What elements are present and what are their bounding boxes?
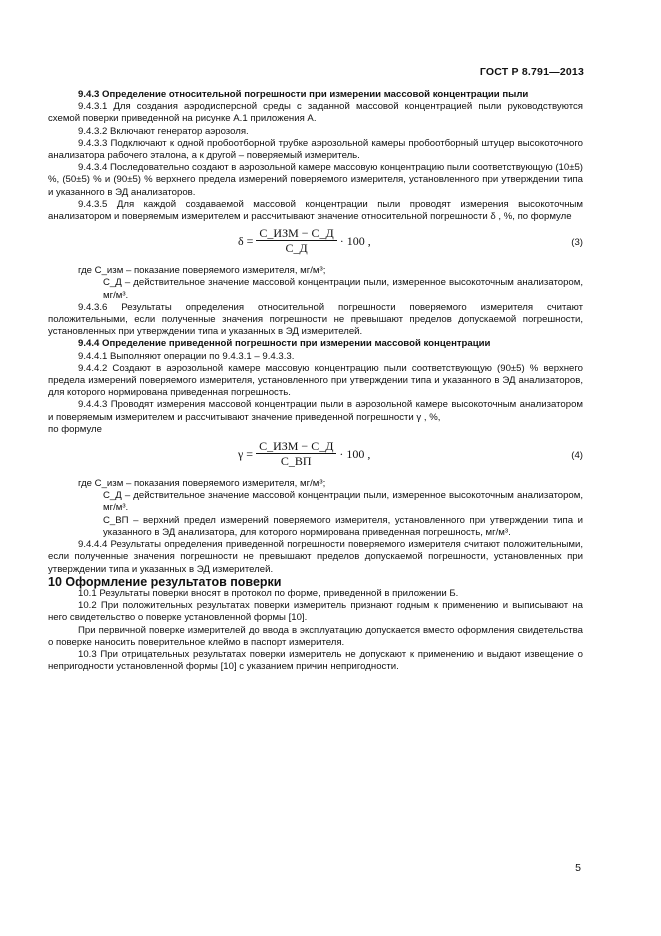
where-clause: где C_изм – показание поверяемого измерителя, мг/м³;	[78, 265, 326, 277]
fraction	[256, 440, 336, 467]
paragraph-10-1: 10.1 Результаты поверки вносят в протокол по форме, приведенной в приложении Б.	[78, 587, 459, 599]
where-clause: C_Д – действительное значение массовой концентрации пыли, измеренное высокоточным анализатором, мг/м³.	[103, 490, 583, 514]
paragraph-10-3: 10.3 При отрицательных результатах поверки измеритель не допускают к применению и выдают извещение о непригодности установленной формы [10] с указанием причин непригодности.	[48, 648, 583, 673]
page-number: 5	[575, 862, 581, 874]
paragraph-9-4-4-1: 9.4.4.1 Выполняют операции по 9.4.3.1 – 9.4.3.3.	[78, 350, 295, 362]
document-header: ГОСТ Р 8.791—2013	[479, 66, 584, 78]
paragraph-9-4-3-4: 9.4.3.4 Последовательно создают в аэрозольной камере массовую концентрацию пыли соответствующую (10±5) %, (50±5) % и (90±5) % верхнего предела измерений поверяемого измерителя, установленного при утверждении типа и указанного в ЭД анализаторов.	[48, 162, 583, 198]
section-heading-9-4-4: 9.4.4 Определение приведенной погрешности при измерении массовой концентрации	[78, 338, 491, 350]
where-clause: где C_изм – показания поверяемого измерителя, мг/м³;	[78, 478, 326, 490]
fraction-denominator: C_Д	[285, 241, 308, 256]
section-heading-10: 10 Оформление результатов поверки	[48, 574, 282, 589]
where-clause: C_Д – действительное значение массовой концентрации пыли, измеренное высокоточным анализатором, мг/м³.	[103, 277, 583, 301]
paragraph-10-2: 10.2 При положительных результатах поверки измеритель признают годным к применению и выписывают на него свидетельство о поверке установленной формы [10].	[48, 600, 583, 624]
paragraph-9-4-3-6: 9.4.3.6 Результаты определения относительной погрешности поверяемого измерителя считают положительными, если полученные значения погрешности не превышают пределов допускаемой погрешности, установленных при утверждении типа и указанных в ЭД измерителей.	[48, 301, 583, 338]
paragraph-9-4-3-5: 9.4.3.5 Для каждой создаваемой массовой концентрации пыли проводят измерения высокоточным анализатором и поверяемым измерителем и рассчитывают значение относительной погрешности δ , %, по формуле	[48, 198, 583, 223]
fraction-denominator: C_ВП	[280, 454, 312, 469]
formula-number: (4)	[571, 450, 583, 462]
paragraph-9-4-4-4: 9.4.4.4 Результаты определения приведенной погрешности поверяемого измерителя считают положительными, если полученные значения погрешности не превышают пределов допускаемой погрешности, установленных при утверждении типа и указанных в ЭД измерителей.	[48, 539, 583, 575]
fraction	[256, 227, 336, 254]
paragraph-9-4-4-2: 9.4.4.2 Создают в аэрозольной камере массовую концентрацию пыли соответствующую (90±5) % верхнего предела измерений поверяемого измерителя, установленного при утверждении типа и указанного в ЭД анализаторов, для которого нормирована приведенная погрешность.	[48, 362, 583, 399]
fraction-numerator: C_ИЗМ − C_Д	[256, 227, 336, 241]
paragraph-10-2-note: При первичной поверке измерителей до ввода в эксплуатацию допускается вместо оформления свидетельства о поверке наносить поверительное клеймо в паспорт измерителя.	[48, 624, 583, 648]
fraction-numerator: C_ИЗМ − C_Д	[256, 440, 336, 454]
page-body	[48, 89, 583, 673]
paragraph-tail: по формуле	[48, 423, 102, 435]
formula-3	[48, 225, 583, 261]
formula-lhs: δ =	[238, 233, 254, 248]
section-heading-9-4-3: 9.4.3 Определение относительной погрешности при измерении массовой концентрации пыли	[78, 89, 529, 100]
formula-4	[48, 438, 583, 474]
formula-multiplier: · 100 ,	[339, 233, 371, 248]
where-clause: C_ВП – верхний предел измерений поверяемого измерителя, установленного при утверждении типа и указанного в ЭД анализатора, для которого нормирована приведенная погрешность, мг/м³.	[103, 514, 583, 538]
formula-number: (3)	[571, 237, 583, 249]
paragraph-9-4-3-1: 9.4.3.1 Для создания аэродисперсной среды с заданной массовой концентрацией пыли руководствуются схемой поверки приведенной на рисунке А.1 приложения А.	[48, 101, 583, 125]
formula-multiplier: · 100 ,	[339, 446, 371, 461]
paragraph-9-4-4-3: 9.4.4.3 Проводят измерения массовой концентрации пыли в аэрозольной камере высокоточным анализатором и поверяемым измерителем и рассчитывают значение приведенной погрешности γ , %,	[48, 399, 583, 423]
paragraph-9-4-3-2: 9.4.3.2 Включают генератор аэрозоля.	[78, 125, 249, 137]
formula-lhs: γ =	[238, 446, 254, 461]
paragraph-9-4-3-3: 9.4.3.3 Подключают к одной пробоотборной трубке аэрозольной камеры пробоотборный штуцер высокоточного анализатора рабочего эталона, а к другой – поверяемый измеритель.	[48, 137, 583, 162]
